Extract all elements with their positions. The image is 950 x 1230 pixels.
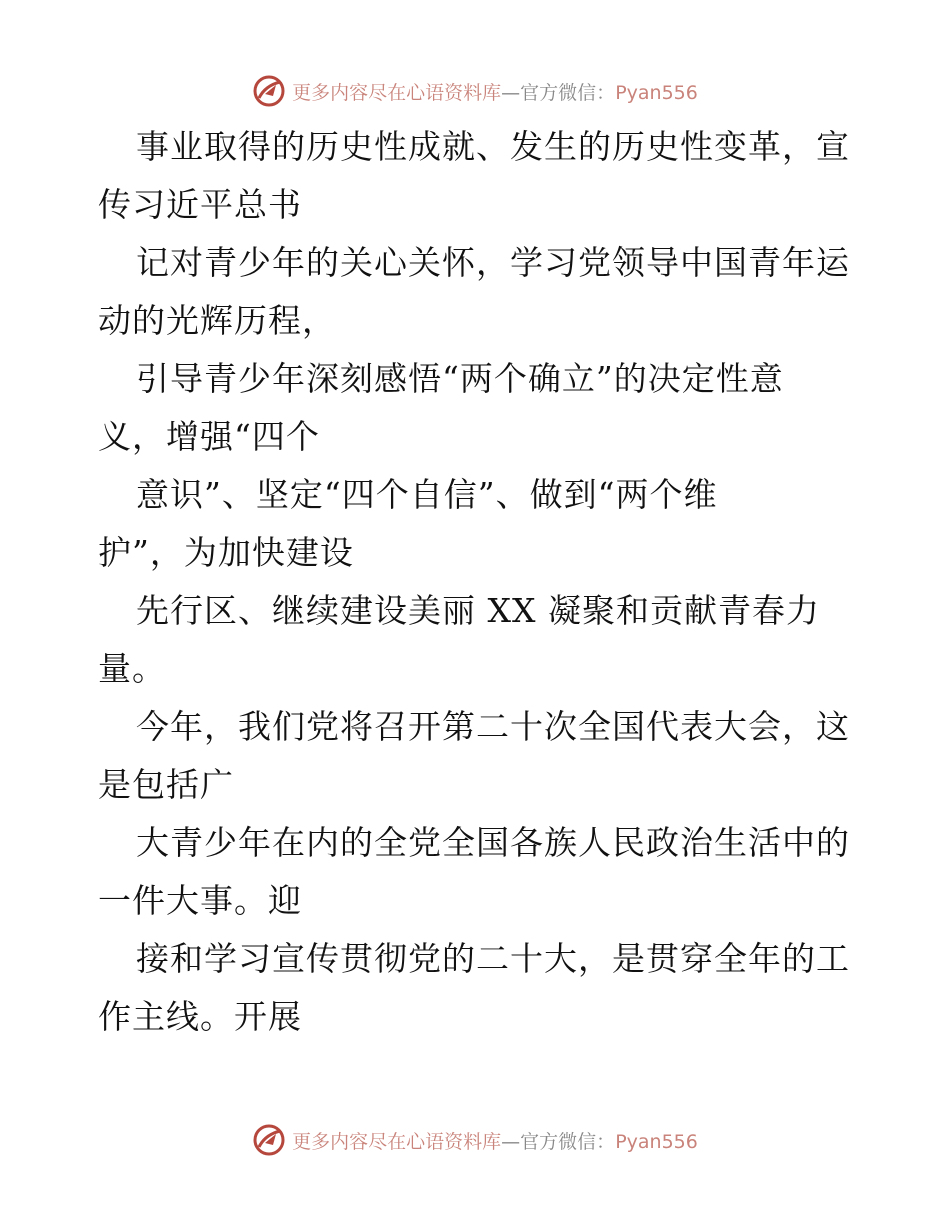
watermark-wechat-id: Pyan556 — [615, 81, 698, 104]
text-line: 是包括广 — [98, 765, 234, 804]
watermark-wechat-label: 官方微信： — [520, 1130, 616, 1153]
text-line: 传习近平总书 — [98, 185, 302, 224]
watermark-dash: — — [501, 1130, 521, 1153]
document-body — [98, 118, 888, 1046]
text-line: 事业取得的历史性成就、发生的历史性变革，宣 — [136, 127, 850, 166]
text-line: 护”，为加快建设 — [98, 533, 354, 572]
text-line: 引导青少年深刻感悟“两个确立”的决定性意 — [136, 359, 784, 398]
text-line: 今年，我们党将召开第二十次全国代表大会，这 — [136, 707, 850, 746]
watermark-site-text: 更多内容尽在心语资料库 — [292, 1130, 502, 1153]
text-line: 记对青少年的关心关怀，学习党领导中国青年运 — [136, 243, 850, 282]
text-line: 大青少年在内的全党全国各族人民政治生活中的 — [136, 823, 850, 862]
text-line: 量。 — [98, 649, 166, 688]
header-watermark — [0, 71, 950, 111]
text-line: 一件大事。迎 — [98, 881, 302, 920]
text-line: 接和学习宣传贯彻党的二十大，是贯穿全年的工 — [136, 939, 850, 978]
watermark-dash: — — [501, 81, 521, 104]
text-line: 先行区、继续建设美丽 XX 凝聚和贡献青春力 — [136, 591, 820, 630]
text-line: 动的光辉历程， — [98, 301, 336, 340]
footer-watermark — [0, 1120, 950, 1160]
text-line: 意识”、坚定“四个自信”、做到“两个维 — [136, 475, 718, 514]
watermark-text — [292, 1127, 698, 1154]
text-line: 义，增强“四个 — [98, 417, 320, 456]
watermark-wechat-id: Pyan556 — [615, 1130, 698, 1153]
watermark-text — [292, 78, 698, 105]
watermark-site-text: 更多内容尽在心语资料库 — [292, 81, 502, 104]
watermark-wechat-label: 官方微信： — [520, 81, 616, 104]
pen-swirl-logo-icon — [252, 1123, 286, 1157]
pen-swirl-logo-icon — [252, 74, 286, 108]
text-line: 作主线。开展 — [98, 997, 302, 1036]
